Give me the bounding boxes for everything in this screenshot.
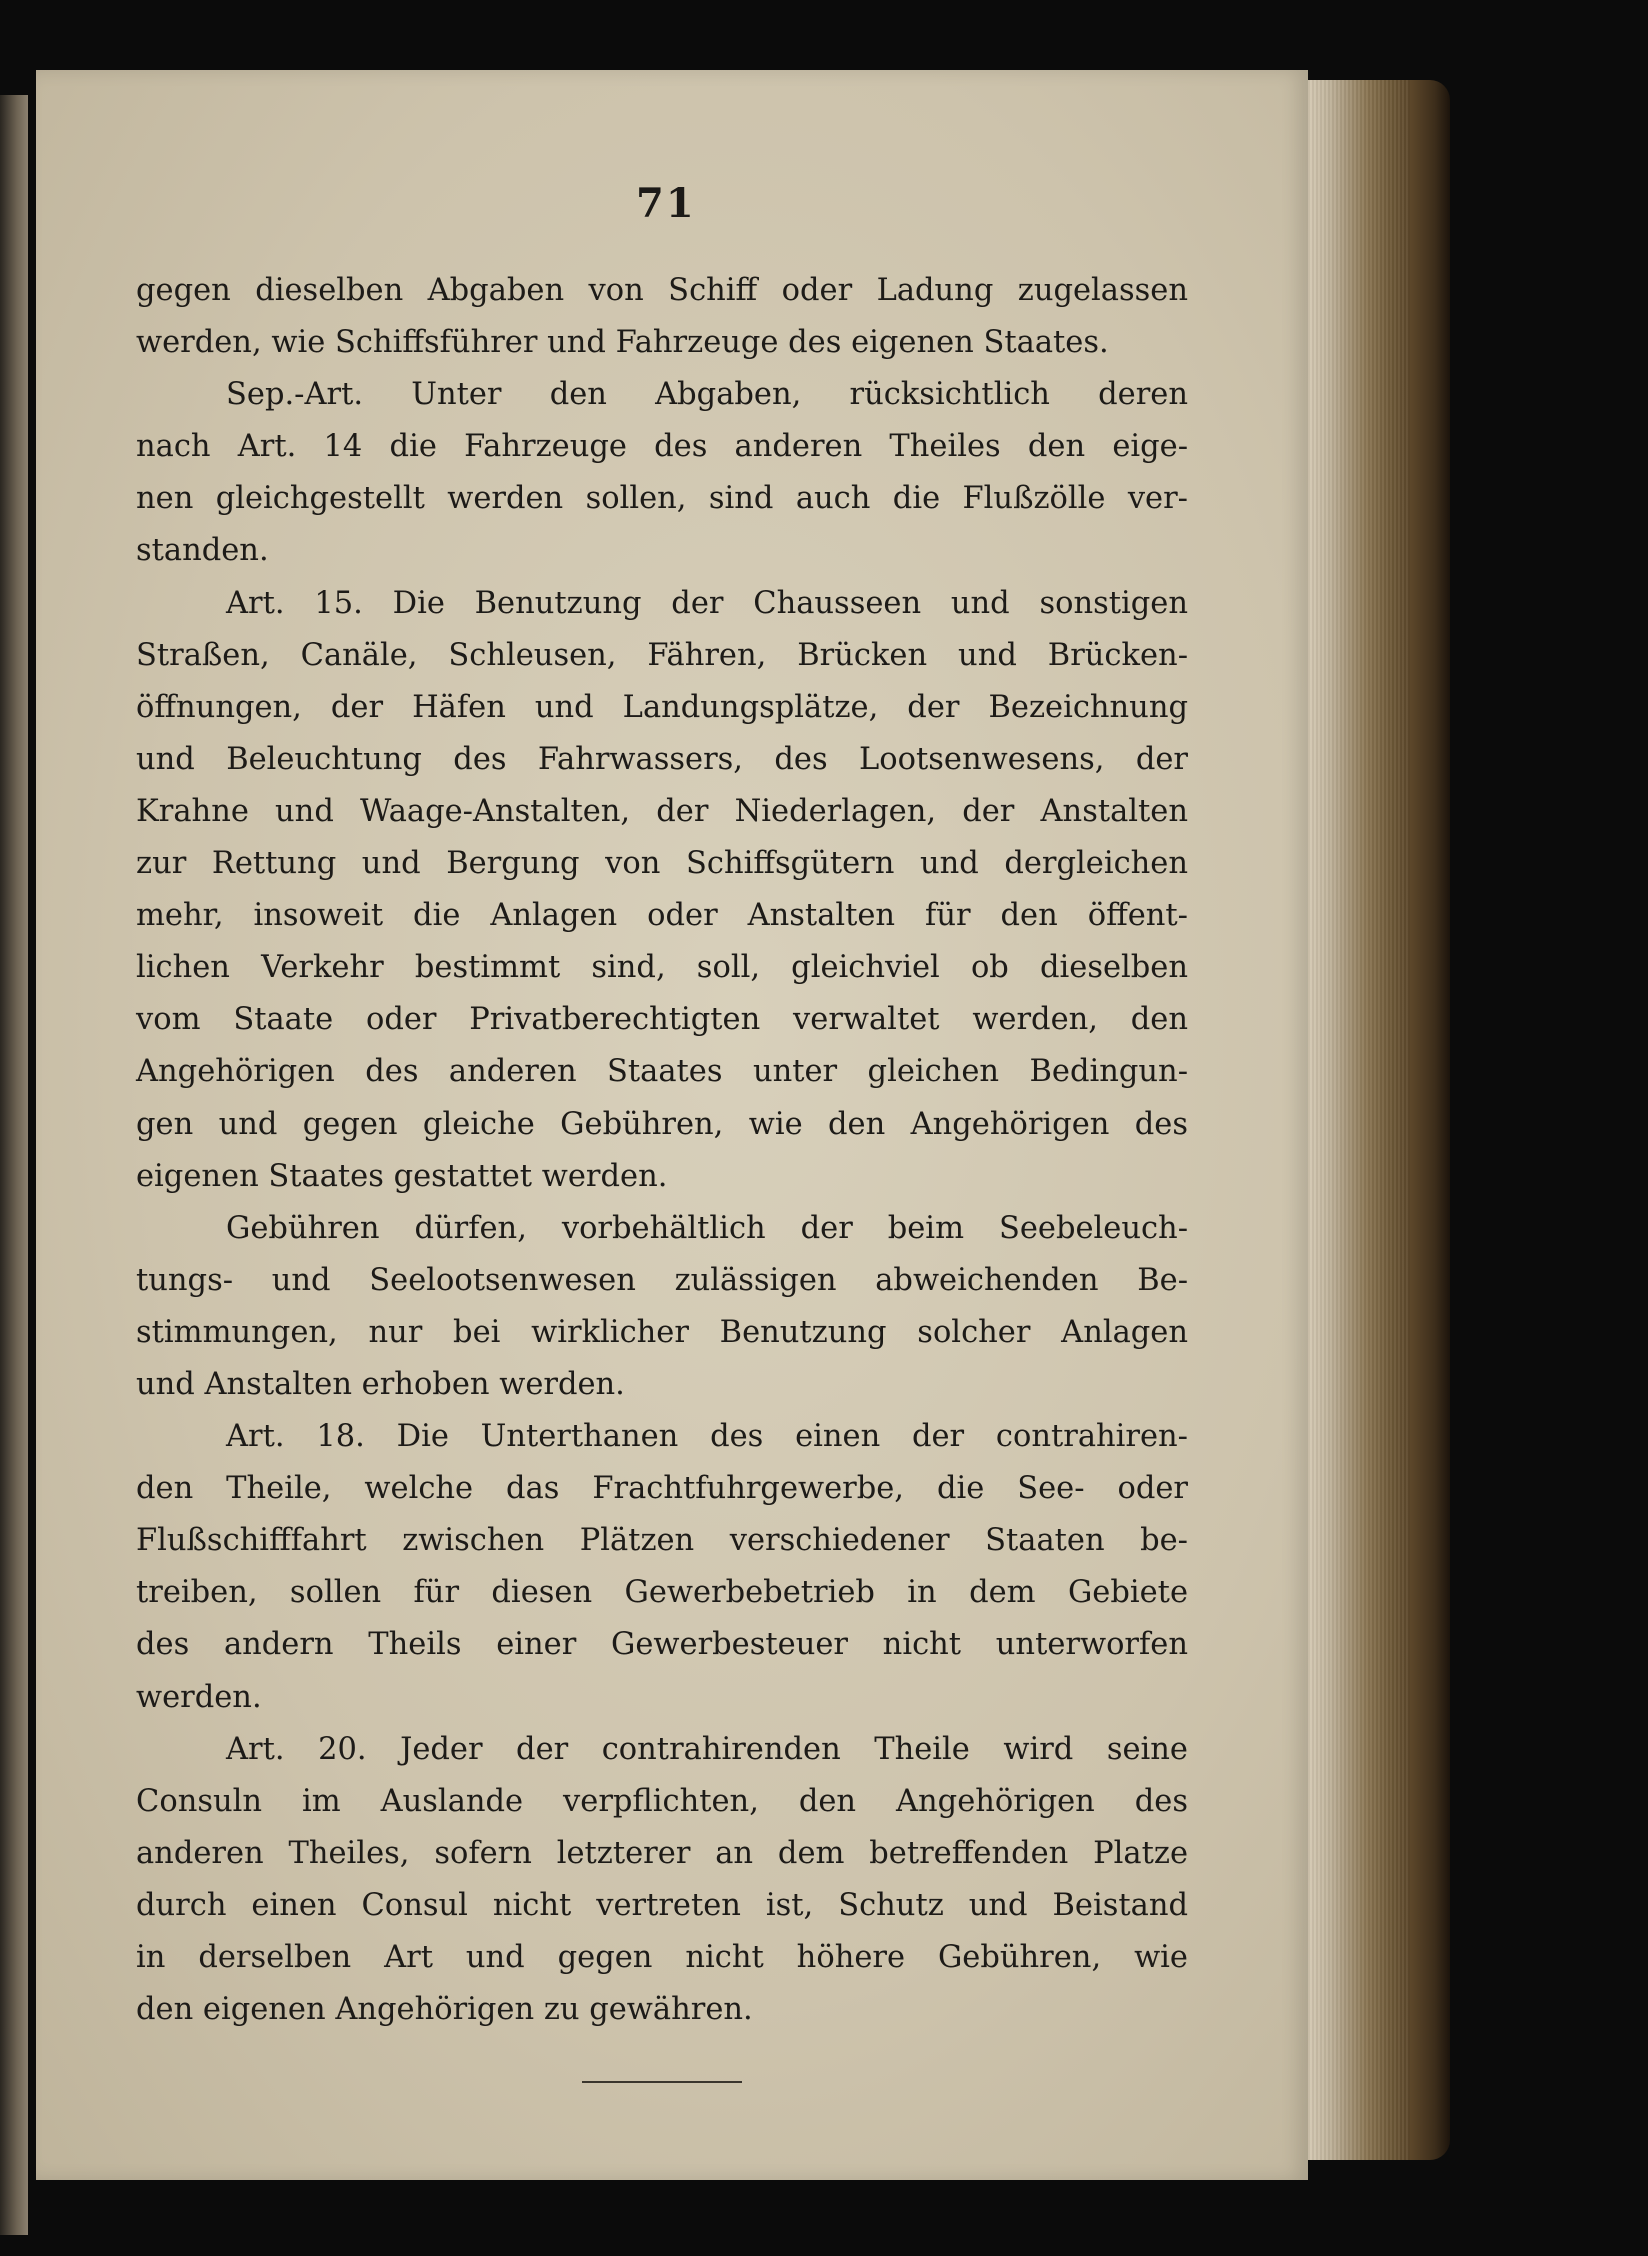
book-page-edges (1300, 80, 1450, 2160)
text-line: nen gleichgestellt werden sollen, sind auch die Flußzölle ver- (136, 481, 1188, 517)
text-line: öffnungen, der Häfen und Landungsplätze, der Bezeichnung (136, 689, 1188, 725)
text-line: in derselben Art und gegen nicht höhere Gebühren, wie (136, 1940, 1188, 1975)
text-line: zur Rettung und Bergung von Schiffsgütern und dergleichen (136, 846, 1188, 882)
text-line: Krahne und Waage-Anstalten, der Niederlagen, der Anstalten (136, 793, 1188, 829)
text-line: mehr, insoweit die Anlagen oder Anstalten für den öffent- (136, 898, 1188, 934)
text-line: Angehörigen des anderen Staates unter gleichen Bedingun- (136, 1054, 1188, 1090)
text-line: treiben, sollen für diesen Gewerbebetrieb in dem Gebiete (136, 1575, 1188, 1611)
text-line: lichen Verkehr bestimmt sind, soll, gleichviel ob dieselben (136, 950, 1188, 986)
text-line: Art. 20. Jeder der contrahirenden Theile wird seine (226, 1731, 1188, 1767)
page-number: 71 (636, 180, 696, 227)
text-line: nach Art. 14 die Fahrzeuge des anderen Theiles den eige- (136, 429, 1188, 465)
text-line: Art. 18. Die Unterthanen des einen der contrahiren- (226, 1419, 1188, 1455)
text-line: Art. 15. Die Benutzung der Chausseen und sonstigen (226, 585, 1188, 621)
left-page-edge (0, 95, 28, 2235)
text-line: und Beleuchtung des Fahrwassers, des Lootsenwesens, der (136, 741, 1188, 777)
text-line: Straßen, Canäle, Schleusen, Fähren, Brücken und Brücken- (136, 637, 1188, 673)
text-line: anderen Theiles, sofern letzterer an dem betreffenden Platze (136, 1835, 1188, 1871)
text-line: werden, wie Schiffsführer und Fahrzeuge des eigenen Staates. (136, 325, 1109, 361)
text-line: und Anstalten erhoben werden. (136, 1366, 625, 1402)
text-line: Flußschifffahrt zwischen Plätzen verschiedener Staaten be- (136, 1523, 1188, 1559)
text-line: eigenen Staates gestattet werden. (136, 1158, 668, 1194)
text-line: standen. (136, 533, 269, 569)
text-line: Gebühren dürfen, vorbehältlich der beim Seebeleuch- (226, 1210, 1188, 1246)
text-line: Consuln im Auslande verpflichten, den Angehörigen des (136, 1783, 1188, 1819)
text-line: vom Staate oder Privatberechtigten verwaltet werden, den (136, 1002, 1188, 1038)
text-line: stimmungen, nur bei wirklicher Benutzung solcher Anlagen (136, 1314, 1188, 1350)
text-line: Sep.-Art. Unter den Abgaben, rücksichtlich deren (226, 377, 1188, 413)
text-line: werden. (136, 1679, 262, 1715)
text-line: gegen dieselben Abgaben von Schiff oder Ladung zugelassen (136, 273, 1188, 308)
text-line: tungs- und Seelootsenwesen zulässigen abweichenden Be- (136, 1262, 1188, 1298)
text-line: des andern Theils einer Gewerbesteuer nicht unterworfen (136, 1627, 1188, 1663)
closing-rule (582, 2081, 742, 2083)
body-text (136, 265, 1188, 2036)
text-line: den eigenen Angehörigen zu gewähren. (136, 1992, 753, 2028)
text-line: durch einen Consul nicht vertreten ist, Schutz und Beistand (136, 1887, 1188, 1923)
text-line: gen und gegen gleiche Gebühren, wie den Angehörigen des (136, 1106, 1188, 1142)
text-line: den Theile, welche das Frachtfuhrgewerbe, die See- oder (136, 1471, 1188, 1507)
